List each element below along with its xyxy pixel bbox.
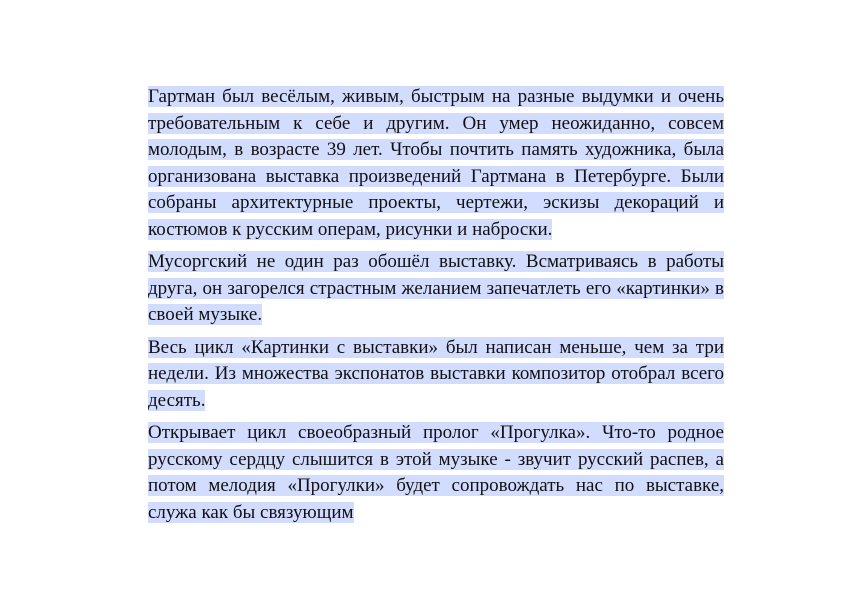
paragraph-4-text: Открывает цикл своеобразный пролог «Прогулка». Что-то родное русскому сердцу слышится в этой музыке - звучит русский распев, а потом мелодия «Прогулки» будет сопровождать нас по выставке, служа как бы связующим [148,422,724,523]
paragraph-2 [148,249,724,329]
paragraph-1 [148,84,724,243]
highlighted-text-block [148,84,724,552]
paragraph-2-text: Мусоргский не один раз обошёл выставку. Всматриваясь в работы друга, он загорелся страстным желанием запечатлеть его «картинки» в своей музыке. [148,251,724,325]
paragraph-3 [148,335,724,415]
paragraph-3-text: Весь цикл «Картинки с выставки» был написан меньше, чем за три недели. Из множества экспонатов выставки композитор отобрал всего десять. [148,336,724,411]
paragraph-4 [148,420,724,526]
paragraph-1-text: Гартман был весёлым, живым, быстрым на разные выдумки и очень требовательным к себе и другим. Он умер неожиданно, совсем молодым, в возрасте 39 лет. Чтобы почтить память художника, была организована выставка произведений Гартмана в Петербурге. Были собраны архитектурные проекты, чертежи, эскизы декораций и костюмов к русским операм, рисунки и наброски. [148,86,724,240]
